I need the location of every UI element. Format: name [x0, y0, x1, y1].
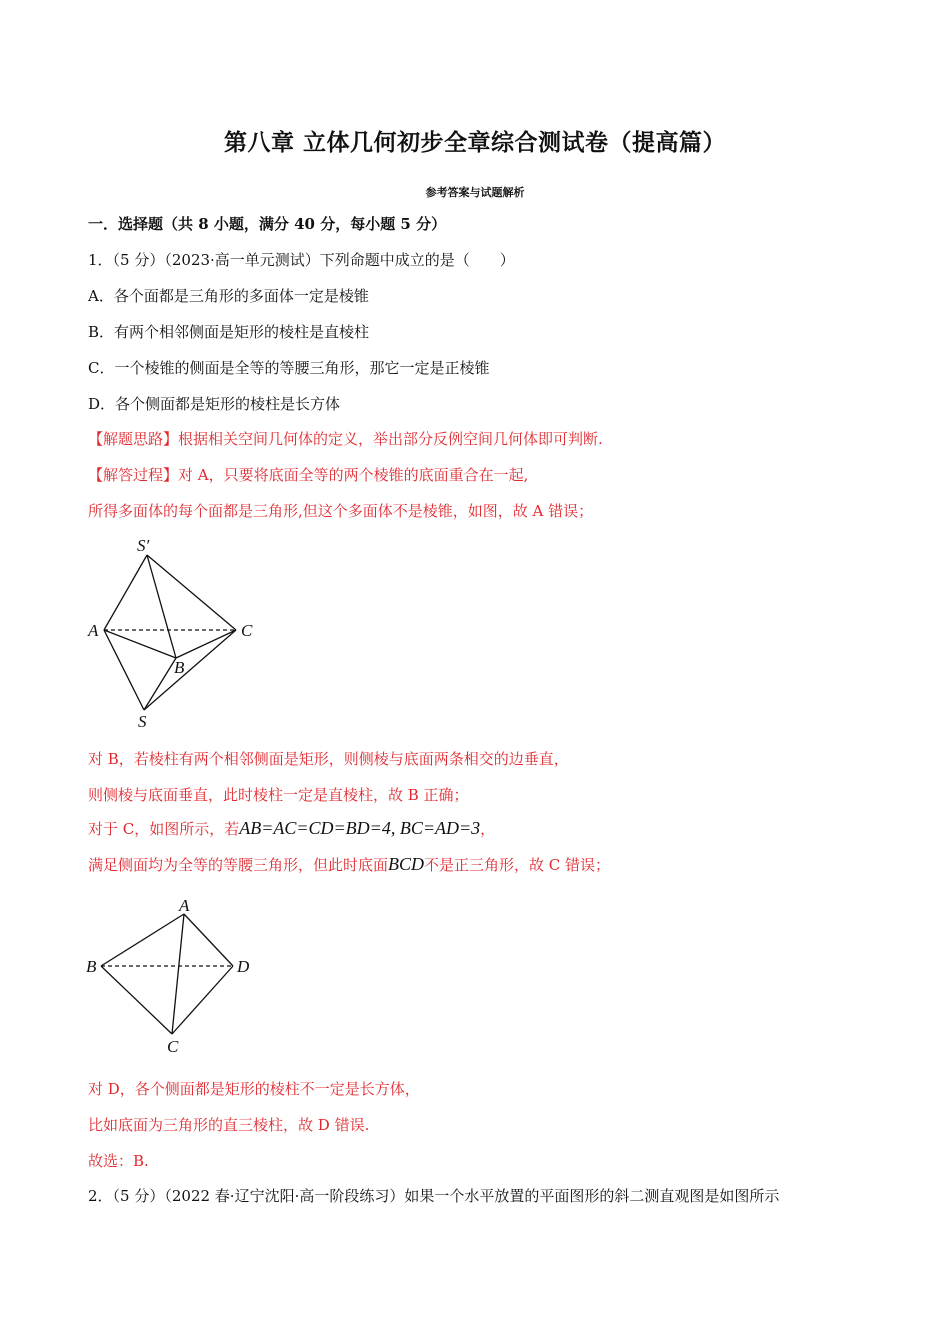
q1-case-c-1-suffix: ， — [480, 820, 496, 838]
label-a: A — [88, 621, 99, 640]
edge-b-c — [101, 966, 172, 1034]
q1-case-d-1: 对 D，各个侧面都是矩形的棱柱不一定是长方体， — [88, 1080, 420, 1098]
q1-answer: 故选：B. — [88, 1152, 149, 1170]
q1-case-b-1: 对 B，若棱柱有两个相邻侧面是矩形，则侧棱与底面两条相交的边垂直， — [88, 750, 569, 768]
edge-b-s — [144, 658, 176, 710]
label-d: D — [237, 957, 250, 976]
edge-s-prime-a — [104, 555, 147, 630]
question-2-stem: 2．（5 分）（2022 春·辽宁沈阳·高一阶段练习）如果一个水平放置的平面图形的斜二测直观图是如图所示 — [88, 1187, 780, 1205]
edge-b-c — [176, 630, 236, 658]
question-1-stem: 1．（5 分）（2023·高一单元测试）下列命题中成立的是（ ） — [88, 251, 515, 269]
edge-a-s — [104, 630, 144, 710]
q1-case-c-1-prefix: 对于 C，如图所示，若 — [88, 820, 240, 838]
label-s-prime: S′ — [137, 536, 150, 555]
page-subtitle: 参考答案与试题解析 — [425, 186, 525, 199]
q1-option-a: A．各个面都是三角形的多面体一定是棱锥 — [88, 287, 369, 305]
edge-a-b — [101, 914, 184, 966]
edge-d-c — [172, 966, 233, 1034]
label-s: S — [138, 712, 147, 731]
edge-a-d — [184, 914, 233, 966]
q1-solution-process-1: 【解答过程】对 A，只要将底面全等的两个棱锥的底面重合在一起, — [88, 466, 529, 484]
figure-tetrahedron — [84, 894, 264, 1060]
label-b: B — [174, 658, 185, 677]
q1-solution-idea: 【解题思路】根据相关空间几何体的定义，举出部分反例空间几何体即可判断. — [88, 430, 603, 448]
q1-option-c: C．一个棱锥的侧面是全等的等腰三角形，那它一定是正棱锥 — [88, 359, 490, 377]
edge-a-b — [104, 630, 176, 658]
q1-case-c-1-formula: AB=AC=CD=BD=4, BC=AD=3 — [239, 818, 481, 838]
edge-s-prime-b — [147, 555, 176, 658]
q1-option-b: B．有两个相邻侧面是矩形的棱柱是直棱柱 — [88, 323, 370, 341]
q1-case-d-2: 比如底面为三角形的直三棱柱，故 D 错误. — [88, 1116, 370, 1134]
q1-case-c-2-prefix: 满足侧面均为全等的等腰三角形，但此时底面 — [88, 856, 389, 874]
page-title: 第八章 立体几何初步全章综合测试卷（提高篇） — [223, 129, 726, 156]
q1-solution-process-2: 所得多面体的每个面都是三角形,但这个多面体不是棱锥，如图，故 A 错误； — [88, 502, 594, 520]
q1-case-c-2-formula: BCD — [388, 854, 425, 874]
edge-c-s — [144, 630, 236, 710]
q1-option-d: D．各个侧面都是矩形的棱柱是长方体 — [88, 395, 341, 413]
label-a: A — [179, 896, 190, 915]
label-b: B — [86, 957, 97, 976]
label-c: C — [241, 621, 253, 640]
q1-case-c-1 — [88, 818, 495, 839]
edge-s-prime-c — [147, 555, 236, 630]
section-heading: 一．选择题（共 8 小题，满分 40 分，每小题 5 分） — [88, 215, 447, 233]
q1-case-c-2 — [88, 854, 610, 875]
q1-case-c-2-suffix: 不是正三角形，故 C 错误； — [424, 856, 611, 874]
edge-a-c — [172, 914, 184, 1034]
q1-case-b-2: 则侧棱与底面垂直，此时棱柱一定是直棱柱，故 B 正确； — [88, 786, 469, 804]
figure-bipyramid — [84, 532, 274, 732]
label-c: C — [167, 1037, 179, 1056]
